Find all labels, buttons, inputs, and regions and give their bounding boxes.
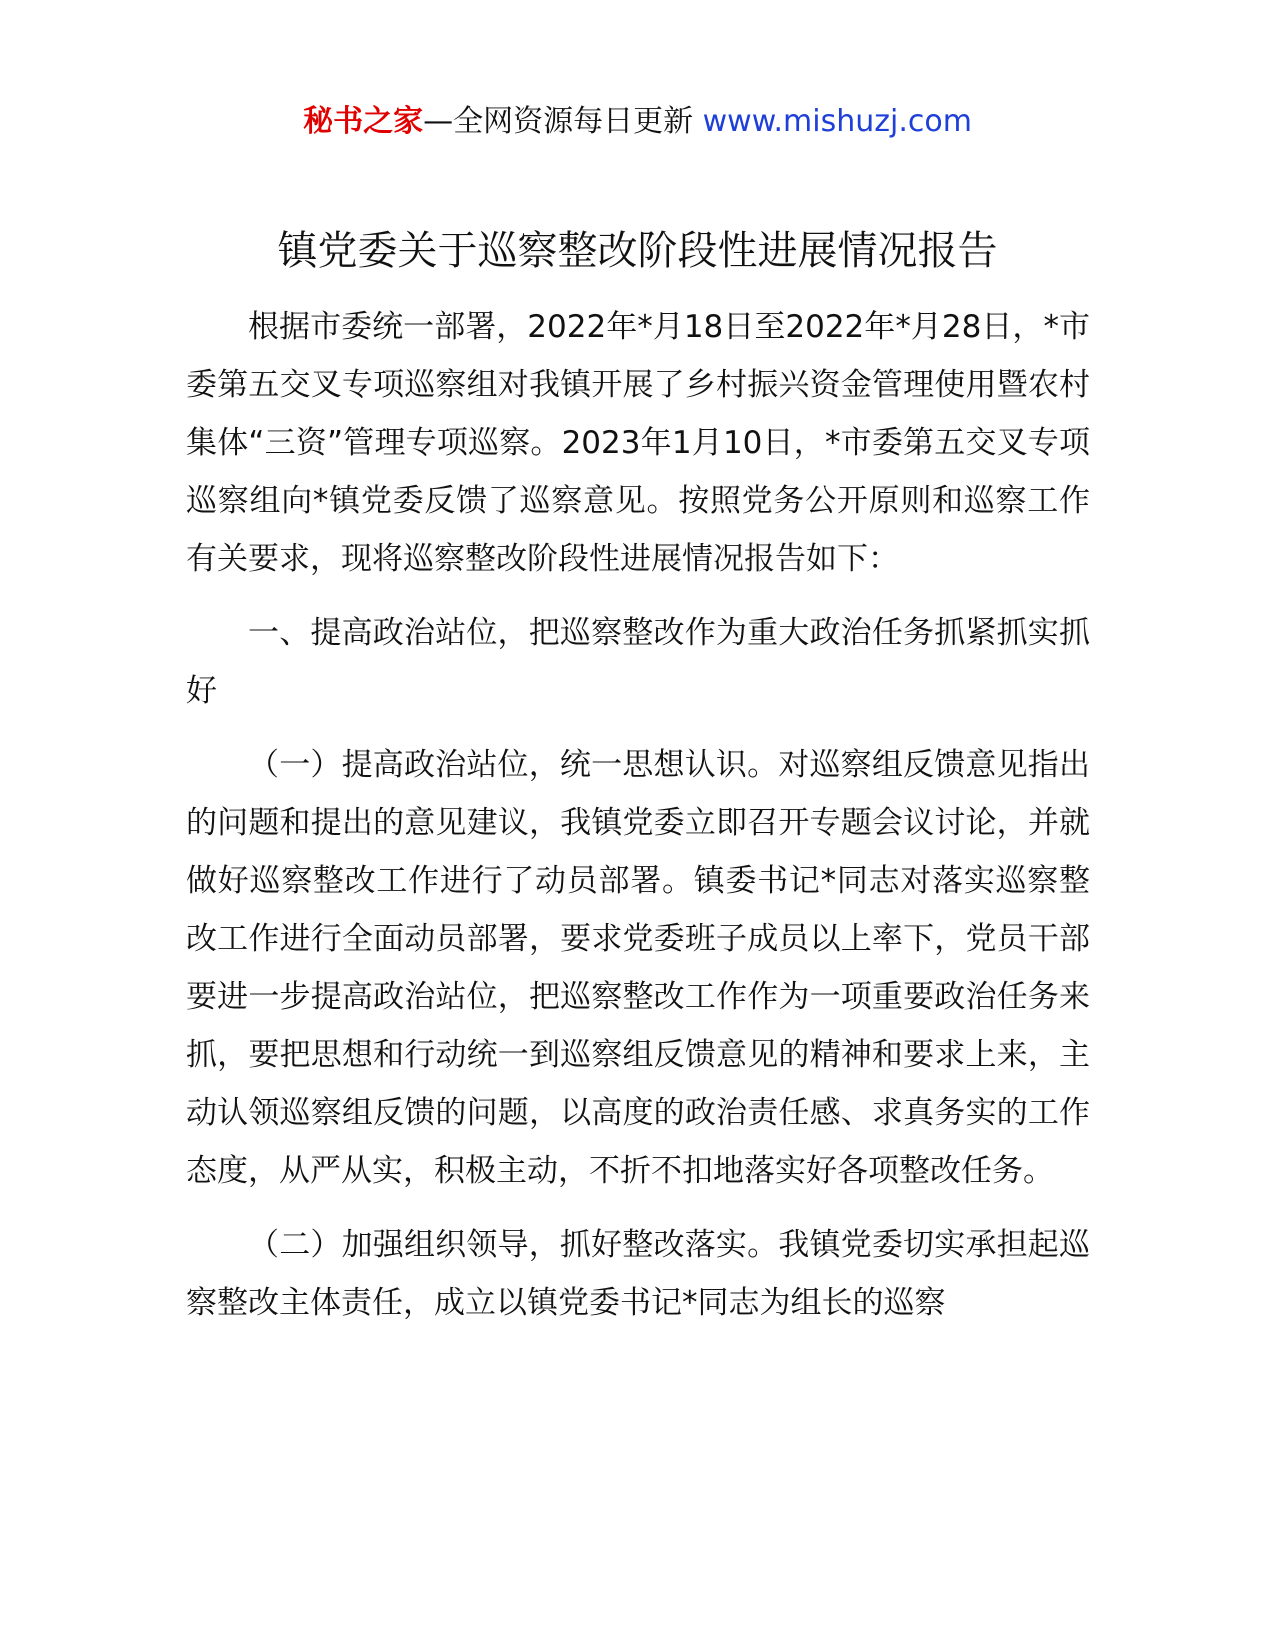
document-title: 镇党委关于巡察整改阶段性进展情况报告 [277, 228, 998, 274]
document-body [186, 298, 1090, 1348]
paragraph: （二）加强组织领导，抓好整改落实。我镇党委切实承担起巡察整改主体责任，成立以镇党委书记*同志为组长的巡察 [186, 1227, 1090, 1321]
page-header [0, 100, 1275, 144]
site-url-link[interactable]: www.mishuzj.com [702, 104, 972, 139]
header-tagline: —全网资源每日更新 [423, 104, 694, 139]
brand-name: 秘书之家 [303, 104, 424, 139]
section-heading: 一、提高政治站位，把巡察整改作为重大政治任务抓紧抓实抓好 [186, 615, 1090, 709]
paragraph: （一）提高政治站位，统一思想认识。对巡察组反馈意见指出的问题和提出的意见建议，我镇党委立即召开专题会议讨论，并就做好巡察整改工作进行了动员部署。镇委书记*同志对落实巡察整改工作进行全面动员部署，要求党委班子成员以上率下，党员干部要进一步提高政治站位，把巡察整改工作作为一项重要政治任务来抓，要把思想和行动统一到巡察组反馈意见的精神和要求上来，主动认领巡察组反馈的问题，以高度的政治责任感、求真务实的工作态度，从严从实，积极主动，不折不扣地落实好各项整改任务。 [186, 747, 1090, 1189]
paragraph: 根据市委统一部署，2022年*月18日至2022年*月28日，*市委第五交叉专项巡察组对我镇开展了乡村振兴资金管理使用暨农村集体“三资”管理专项巡察。2023年1月10日，*市委第五交叉专项巡察组向*镇党委反馈了巡察意见。按照党务公开原则和巡察工作有关要求，现将巡察整改阶段性进展情况报告如下： [186, 309, 1090, 577]
